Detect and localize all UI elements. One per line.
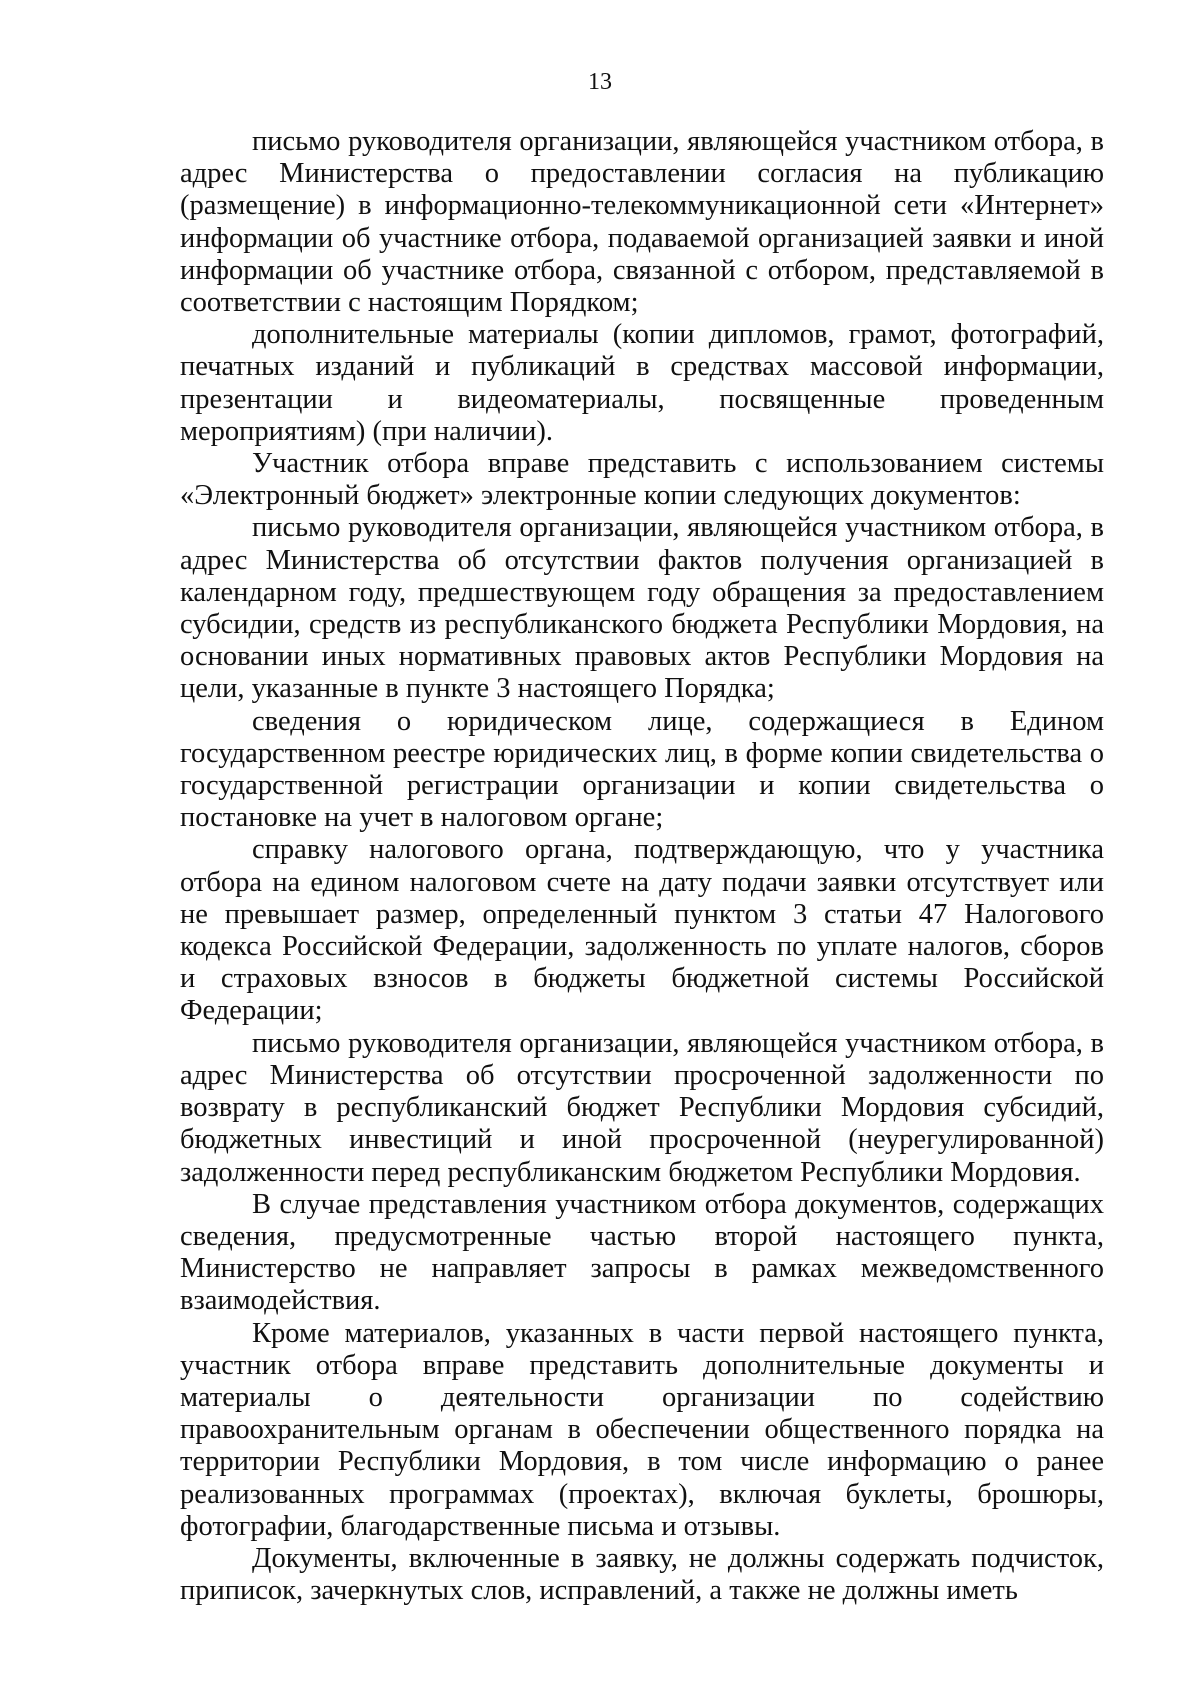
- paragraph-no-debt-letter: письмо руководителя организации, являющейся участником отбора, в адрес Министерства об отсутствии просроченной задолженности по возврату в республиканский бюджет Республики Мордовия субсидий, бюджетных инвестиций и иной просроченной (неурегулированной) задолженности перед республиканским бюджетом Республики Мордовия.: [180, 1027, 1104, 1188]
- paragraph-additional-materials: дополнительные материалы (копии дипломов, грамот, фотографий, печатных изданий и публикаций в средствах массовой информации, презентации и видеоматериалы, посвященные проведенным мероприятиям) (при наличии).: [180, 319, 1104, 447]
- paragraph-extra-documents: Кроме материалов, указанных в части первой настоящего пункта, участник отбора вправе представить дополнительные документы и материалы о деятельности организации по содействию правоохранительным органам в обеспечении общественного порядка на территории Республики Мордовия, в том числе информацию о ранее реализованных программах (проектах), включая буклеты, брошюры, фотографии, благодарственные письма и отзывы.: [180, 1317, 1104, 1542]
- paragraph-interagency: В случае представления участником отбора документов, содержащих сведения, предусмотренные частью второй настоящего пункта, Министерство не направляет запросы в рамках межведомственного взаимодействия.: [180, 1188, 1104, 1317]
- paragraph-no-funds-letter: письмо руководителя организации, являющейся участником отбора, в адрес Министерства об отсутствии фактов получения организацией в календарном году, предшествующем году обращения за предоставлением субсидии, средств из республиканского бюджета Республики Мордовия, на основании иных нормативных правовых актов Республики Мордовия на цели, указанные в пункте 3 настоящего Порядка;: [180, 512, 1104, 705]
- paragraph-electronic-budget: Участник отбора вправе представить с использованием системы «Электронный бюджет» электронные копии следующих документов:: [180, 448, 1104, 512]
- paragraph-legal-entity-info: сведения о юридическом лице, содержащиеся в Едином государственном реестре юридических лиц, в форме копии свидетельства о государственной регистрации организации и копии свидетельства о постановке на учет в налоговом органе;: [180, 705, 1104, 834]
- paragraph-document-requirements: Документы, включенные в заявку, не должны содержать подчисток, приписок, зачеркнутых слов, исправлений, а также не должны иметь: [180, 1542, 1104, 1607]
- paragraph-consent-letter: письмо руководителя организации, являющейся участником отбора, в адрес Министерства о предоставлении согласия на публикацию (размещение) в информационно-телекоммуникационной сети «Интернет» информации об участнике отбора, подаваемой организацией заявки и иной информации об участнике отбора, связанной с отбором, представляемой в соответствии с настоящим Порядком;: [180, 126, 1104, 319]
- document-body: [180, 126, 1104, 1607]
- page-number: 13: [588, 69, 612, 95]
- paragraph-tax-certificate: справку налогового органа, подтверждающую, что у участника отбора на едином налоговом счете на дату подачи заявки отсутствует или не превышает размер, определенный пунктом 3 статьи 47 Налогового кодекса Российской Федерации, задолженность по уплате налогов, сборов и страховых взносов в бюджеты бюджетной системы Российской Федерации;: [180, 834, 1104, 1027]
